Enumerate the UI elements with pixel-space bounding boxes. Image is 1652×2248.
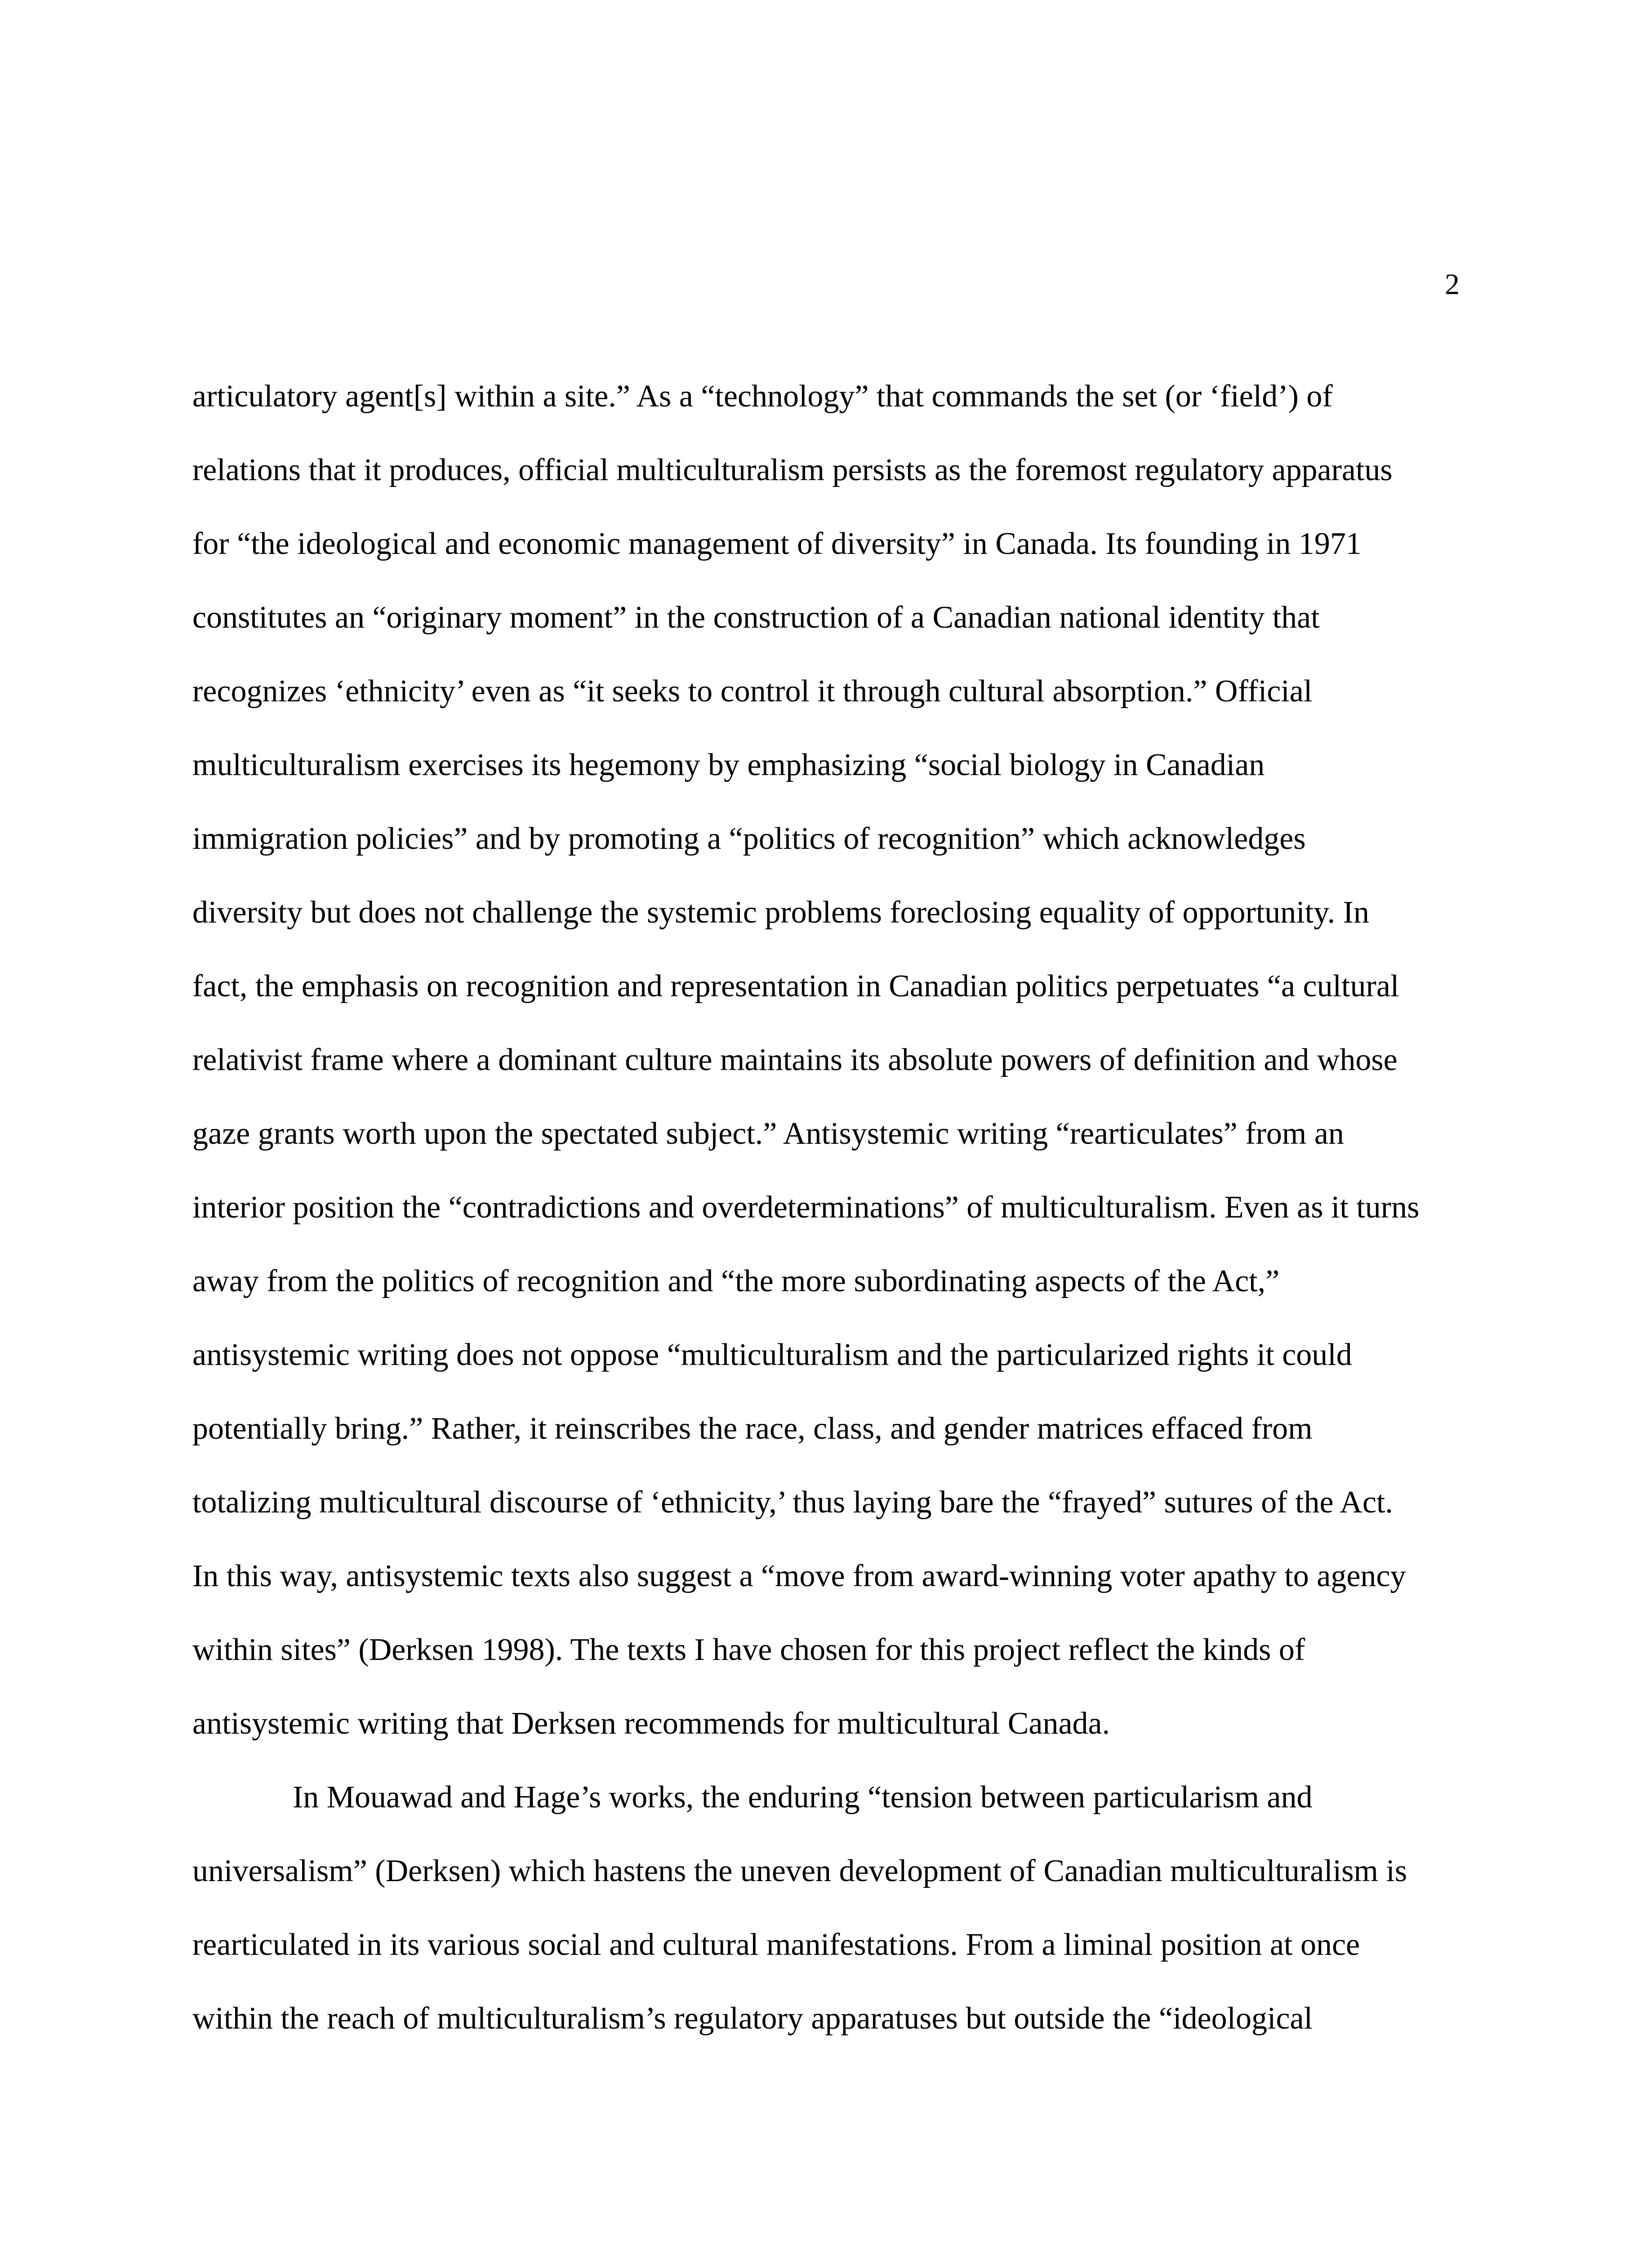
text-line: articulatory agent[s] within a site.” As a “technology” that commands the set (or ‘field’) of: [192, 379, 1333, 414]
text-line: multiculturalism exercises its hegemony by emphasizing “social biology in Canadian: [192, 748, 1265, 782]
text-line: interior position the “contradictions and overdeterminations” of multiculturalism. Even as it turns: [192, 1190, 1420, 1225]
text-line: rearticulated in its various social and cultural manifestations. From a liminal position at once: [192, 1927, 1360, 1962]
text-line: potentially bring.” Rather, it reinscribes the race, class, and gender matrices effaced from: [192, 1411, 1313, 1446]
text-line: constitutes an “originary moment” in the construction of a Canadian national identity that: [192, 600, 1320, 635]
text-line: immigration policies” and by promoting a “politics of recognition” which acknowledges: [192, 821, 1306, 856]
text-line: diversity but does not challenge the systemic problems foreclosing equality of opportunity. In: [192, 895, 1369, 930]
text-line: fact, the emphasis on recognition and representation in Canadian politics perpetuates “a cultural: [192, 969, 1399, 1004]
text-line: away from the politics of recognition and “the more subordinating aspects of the Act,”: [192, 1264, 1280, 1298]
text-line: relativist frame where a dominant culture maintains its absolute powers of definition and whose: [192, 1043, 1398, 1077]
text-line: In this way, antisystemic texts also suggest a “move from award-winning voter apathy to agency: [192, 1559, 1406, 1593]
page-number: 2: [1445, 268, 1460, 301]
text-line: totalizing multicultural discourse of ‘ethnicity,’ thus laying bare the “frayed” sutures of the Act.: [192, 1485, 1393, 1520]
text-line: antisystemic writing that Derksen recommends for multicultural Canada.: [192, 1706, 1110, 1741]
text-line: relations that it produces, official multiculturalism persists as the foremost regulatory apparatus: [192, 453, 1393, 487]
body-text: [192, 360, 1474, 2056]
text-line: universalism” (Derksen) which hastens the uneven development of Canadian multiculturalism is: [192, 1854, 1407, 1888]
text-line: recognizes ‘ethnicity’ even as “it seeks to control it through cultural absorption.” Official: [192, 674, 1313, 709]
text-line: antisystemic writing does not oppose “multiculturalism and the particularized rights it could: [192, 1338, 1352, 1372]
text-line: within the reach of multiculturalism’s regulatory apparatuses but outside the “ideological: [192, 2001, 1313, 2036]
text-line: gaze grants worth upon the spectated subject.” Antisystemic writing “rearticulates” from an: [192, 1116, 1344, 1151]
paragraph-first-line: In Mouawad and Hage’s works, the enduring “tension between particularism and: [293, 1780, 1313, 1815]
text-line: within sites” (Derksen 1998). The texts I have chosen for this project reflect the kinds of: [192, 1632, 1305, 1667]
text-line: for “the ideological and economic management of diversity” in Canada. Its founding in 1971: [192, 526, 1362, 561]
